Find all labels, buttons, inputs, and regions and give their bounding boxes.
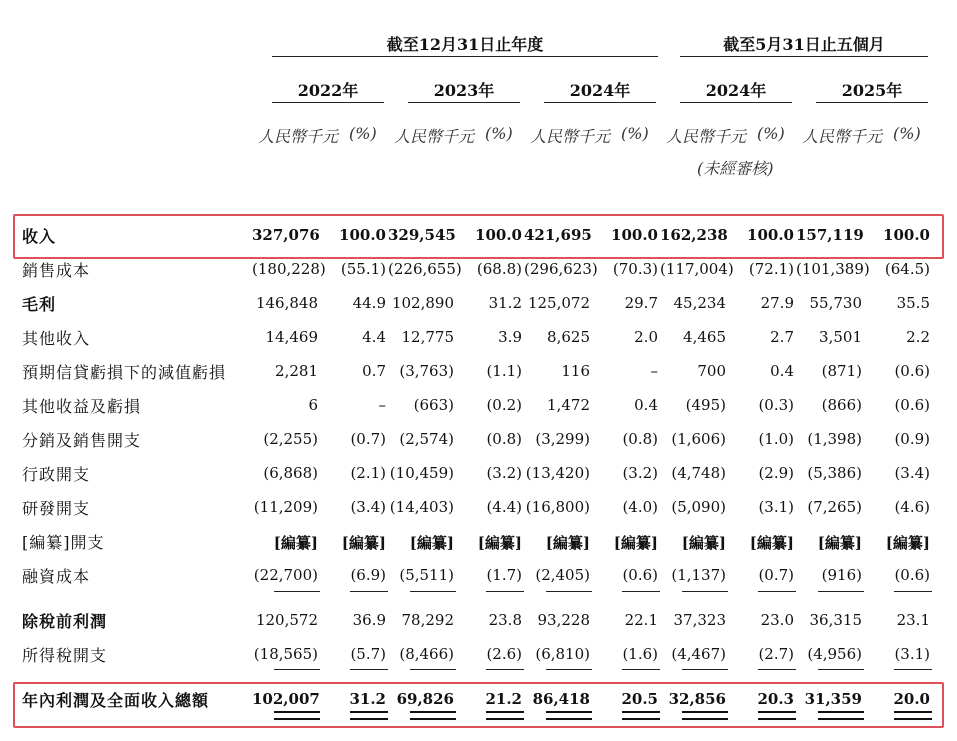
- table-cell: (3.1): [894, 645, 930, 663]
- subtotal-rule: [350, 669, 388, 670]
- table-cell: (101,389): [796, 260, 870, 278]
- table-cell: 78,292: [401, 611, 454, 629]
- table-cell: (14,403): [389, 498, 454, 516]
- row-label: 收入: [22, 227, 57, 246]
- double-underline: [486, 711, 524, 720]
- table-cell: (0.6): [622, 566, 658, 584]
- row-label: [編纂]開支: [22, 533, 105, 552]
- table-cell: (0.2): [486, 396, 522, 414]
- group-rule: [272, 56, 658, 57]
- table-cell: (5,090): [671, 498, 726, 516]
- table-cell: 125,072: [527, 294, 590, 312]
- table-cell: 1,472: [547, 396, 590, 414]
- table-cell: 421,695: [524, 226, 592, 244]
- year-rule: [544, 102, 656, 103]
- table-cell: (6,810): [535, 645, 590, 663]
- table-cell: (2.1): [350, 464, 386, 482]
- table-cell: 44.9: [352, 294, 386, 312]
- table-cell: 31.2: [488, 294, 522, 312]
- table-cell: (0.8): [622, 430, 658, 448]
- table-cell: (64.5): [884, 260, 930, 278]
- table-cell: 31,359: [804, 690, 862, 708]
- table-cell: 120,572: [255, 611, 318, 629]
- table-cell: (4.0): [622, 498, 658, 516]
- subtotal-rule: [546, 669, 592, 670]
- double-underline: [410, 711, 456, 720]
- table-cell: [編纂]: [545, 534, 590, 552]
- table-cell: (68.8): [476, 260, 522, 278]
- group-rule: [680, 56, 928, 57]
- table-cell: 100.0: [883, 226, 930, 244]
- table-cell: 0.7: [362, 362, 386, 380]
- subtotal-rule: [894, 591, 932, 592]
- table-cell: (916): [821, 566, 862, 584]
- group-header-five-months: 截至5月31日止五個月: [723, 35, 885, 54]
- table-cell: (1.0): [758, 430, 794, 448]
- table-cell: (871): [821, 362, 862, 380]
- subtotal-rule: [622, 591, 660, 592]
- table-cell: (0.6): [894, 362, 930, 380]
- table-cell: 27.9: [760, 294, 794, 312]
- table-cell: (3.2): [622, 464, 658, 482]
- table-cell: 8,625: [547, 328, 590, 346]
- table-cell: (2.7): [758, 645, 794, 663]
- row-label: 行政開支: [22, 465, 91, 484]
- table-cell: 4.4: [362, 328, 386, 346]
- row-label: 除稅前利潤: [22, 612, 108, 631]
- row-label: 其他收益及虧損: [22, 397, 142, 416]
- table-cell: 102,890: [391, 294, 454, 312]
- table-cell: [編纂]: [477, 534, 522, 552]
- table-cell: (1.1): [486, 362, 522, 380]
- table-cell: 23.0: [760, 611, 794, 629]
- table-cell: [編纂]: [613, 534, 658, 552]
- table-cell: 6: [308, 396, 318, 414]
- table-cell: 69,826: [396, 690, 454, 708]
- double-underline: [758, 711, 796, 720]
- unit-pct: (%): [349, 124, 377, 143]
- row-label: 毛利: [22, 295, 57, 314]
- table-cell: (3.4): [350, 498, 386, 516]
- table-cell: (3,763): [399, 362, 454, 380]
- table-cell: (5.7): [350, 645, 386, 663]
- unit-pct: (%): [757, 124, 785, 143]
- year-header: 2025年: [841, 81, 903, 100]
- table-cell: 32,856: [668, 690, 726, 708]
- table-cell: (663): [413, 396, 454, 414]
- table-cell: (16,800): [525, 498, 590, 516]
- table-cell: 93,228: [537, 611, 590, 629]
- table-cell: (296,623): [524, 260, 598, 278]
- table-cell: [編纂]: [409, 534, 454, 552]
- table-cell: 29.7: [624, 294, 658, 312]
- double-underline: [682, 711, 728, 720]
- table-cell: 36.9: [352, 611, 386, 629]
- table-cell: (72.1): [748, 260, 794, 278]
- unit-rmb: 人民幣千元: [802, 127, 883, 146]
- table-cell: (0.6): [894, 566, 930, 584]
- table-cell: 35.5: [896, 294, 930, 312]
- table-cell: (6,868): [263, 464, 318, 482]
- table-cell: (2,255): [263, 430, 318, 448]
- subtotal-rule: [758, 669, 796, 670]
- table-cell: 4,465: [683, 328, 726, 346]
- table-cell: (4,956): [807, 645, 862, 663]
- table-cell: 23.1: [896, 611, 930, 629]
- table-cell: (2.9): [758, 464, 794, 482]
- table-cell: 14,469: [265, 328, 318, 346]
- table-cell: 0.4: [634, 396, 658, 414]
- table-cell: 12,775: [401, 328, 454, 346]
- table-cell: (18,565): [253, 645, 318, 663]
- table-cell: [編纂]: [749, 534, 794, 552]
- table-cell: (55.1): [340, 260, 386, 278]
- year-header: 2024年: [705, 81, 767, 100]
- table-cell: (0.3): [758, 396, 794, 414]
- table-cell: 21.2: [485, 690, 522, 708]
- table-cell: 20.3: [757, 690, 794, 708]
- table-cell: (70.3): [612, 260, 658, 278]
- table-cell: 100.0: [611, 226, 658, 244]
- table-cell: [編纂]: [341, 534, 386, 552]
- table-cell: [編纂]: [885, 534, 930, 552]
- table-cell: [編纂]: [681, 534, 726, 552]
- table-cell: (7,265): [807, 498, 862, 516]
- row-label: 融資成本: [22, 567, 91, 586]
- subtotal-rule: [410, 591, 456, 592]
- table-cell: (495): [685, 396, 726, 414]
- table-cell: 23.8: [488, 611, 522, 629]
- row-label: 所得稅開支: [22, 646, 108, 665]
- table-cell: (0.7): [758, 566, 794, 584]
- table-cell: 146,848: [255, 294, 318, 312]
- year-header: 2022年: [297, 81, 359, 100]
- row-label: 年內利潤及全面收入總額: [22, 691, 210, 710]
- table-cell: 20.5: [621, 690, 658, 708]
- table-cell: 162,238: [660, 226, 728, 244]
- table-cell: (22,700): [253, 566, 318, 584]
- table-cell: (2.6): [486, 645, 522, 663]
- table-cell: 3.9: [498, 328, 522, 346]
- unit-rmb: 人民幣千元: [530, 127, 611, 146]
- table-cell: 2.7: [770, 328, 794, 346]
- table-cell: 157,119: [796, 226, 864, 244]
- year-header: 2024年: [569, 81, 631, 100]
- group-header-full-year: 截至12月31日止年度: [386, 35, 544, 54]
- year-rule: [816, 102, 928, 103]
- unit-rmb: 人民幣千元: [666, 127, 747, 146]
- unit-pct: (%): [893, 124, 921, 143]
- table-cell: (0.9): [894, 430, 930, 448]
- table-cell: (1.6): [622, 645, 658, 663]
- table-cell: 36,315: [809, 611, 862, 629]
- table-cell: 20.0: [893, 690, 930, 708]
- double-underline: [350, 711, 388, 720]
- double-underline: [274, 711, 320, 720]
- row-label: 分銷及銷售開支: [22, 431, 142, 450]
- table-cell: (1,606): [671, 430, 726, 448]
- row-label: 研發開支: [22, 499, 91, 518]
- row-label: 銷售成本: [22, 261, 91, 280]
- unaudited-note: (未經審核): [697, 159, 774, 178]
- table-cell: 86,418: [532, 690, 590, 708]
- subtotal-rule: [410, 669, 456, 670]
- table-cell: 329,545: [388, 226, 456, 244]
- table-cell: (0.6): [894, 396, 930, 414]
- table-cell: (3.1): [758, 498, 794, 516]
- table-cell: (11,209): [253, 498, 318, 516]
- subtotal-rule: [894, 669, 932, 670]
- table-cell: 700: [697, 362, 726, 380]
- table-cell: (3,299): [535, 430, 590, 448]
- double-underline: [546, 711, 592, 720]
- subtotal-rule: [682, 591, 728, 592]
- table-cell: –: [650, 362, 658, 380]
- subtotal-rule: [486, 669, 524, 670]
- table-cell: (5,511): [399, 566, 454, 584]
- table-cell: (10,459): [389, 464, 454, 482]
- table-cell: (0.7): [350, 430, 386, 448]
- subtotal-rule: [274, 591, 320, 592]
- year-header: 2023年: [433, 81, 495, 100]
- subtotal-rule: [274, 669, 320, 670]
- subtotal-rule: [758, 591, 796, 592]
- table-cell: (0.8): [486, 430, 522, 448]
- double-underline: [894, 711, 932, 720]
- table-cell: 100.0: [475, 226, 522, 244]
- subtotal-rule: [350, 591, 388, 592]
- double-underline: [622, 711, 660, 720]
- table-cell: (5,386): [807, 464, 862, 482]
- table-cell: (4,467): [671, 645, 726, 663]
- table-cell: (2,574): [399, 430, 454, 448]
- subtotal-rule: [486, 591, 524, 592]
- row-label: 其他收入: [22, 329, 91, 348]
- subtotal-rule: [818, 591, 864, 592]
- table-cell: 22.1: [624, 611, 658, 629]
- table-cell: (1,137): [671, 566, 726, 584]
- unit-pct: (%): [485, 124, 513, 143]
- table-cell: (226,655): [388, 260, 462, 278]
- table-cell: 3,501: [819, 328, 862, 346]
- table-cell: [編纂]: [817, 534, 862, 552]
- table-cell: 102,007: [252, 690, 320, 708]
- table-cell: 100.0: [747, 226, 794, 244]
- table-cell: (117,004): [660, 260, 734, 278]
- subtotal-rule: [682, 669, 728, 670]
- year-rule: [272, 102, 384, 103]
- table-cell: (4,748): [671, 464, 726, 482]
- table-cell: (1.7): [486, 566, 522, 584]
- year-rule: [680, 102, 792, 103]
- double-underline: [818, 711, 864, 720]
- table-cell: –: [378, 396, 386, 414]
- table-cell: (2,405): [535, 566, 590, 584]
- year-rule: [408, 102, 520, 103]
- table-cell: 2.0: [634, 328, 658, 346]
- table-cell: (1,398): [807, 430, 862, 448]
- table-cell: (3.4): [894, 464, 930, 482]
- table-cell: 45,234: [673, 294, 726, 312]
- table-cell: 0.4: [770, 362, 794, 380]
- table-cell: (8,466): [399, 645, 454, 663]
- subtotal-rule: [818, 669, 864, 670]
- unit-pct: (%): [621, 124, 649, 143]
- table-cell: 100.0: [339, 226, 386, 244]
- table-cell: 2,281: [275, 362, 318, 380]
- table-cell: 55,730: [809, 294, 862, 312]
- unit-rmb: 人民幣千元: [258, 127, 339, 146]
- table-cell: 37,323: [673, 611, 726, 629]
- subtotal-rule: [546, 591, 592, 592]
- table-cell: (3.2): [486, 464, 522, 482]
- unit-rmb: 人民幣千元: [394, 127, 475, 146]
- table-cell: (13,420): [525, 464, 590, 482]
- table-cell: (180,228): [252, 260, 326, 278]
- table-cell: 2.2: [906, 328, 930, 346]
- table-cell: 31.2: [349, 690, 386, 708]
- table-cell: 327,076: [252, 226, 320, 244]
- row-label: 預期信貸虧損下的減值虧損: [22, 363, 227, 382]
- table-cell: [編纂]: [273, 534, 318, 552]
- table-cell: (866): [821, 396, 862, 414]
- table-cell: (6.9): [350, 566, 386, 584]
- table-cell: (4.6): [894, 498, 930, 516]
- subtotal-rule: [622, 669, 660, 670]
- table-cell: (4.4): [486, 498, 522, 516]
- table-cell: 116: [561, 362, 590, 380]
